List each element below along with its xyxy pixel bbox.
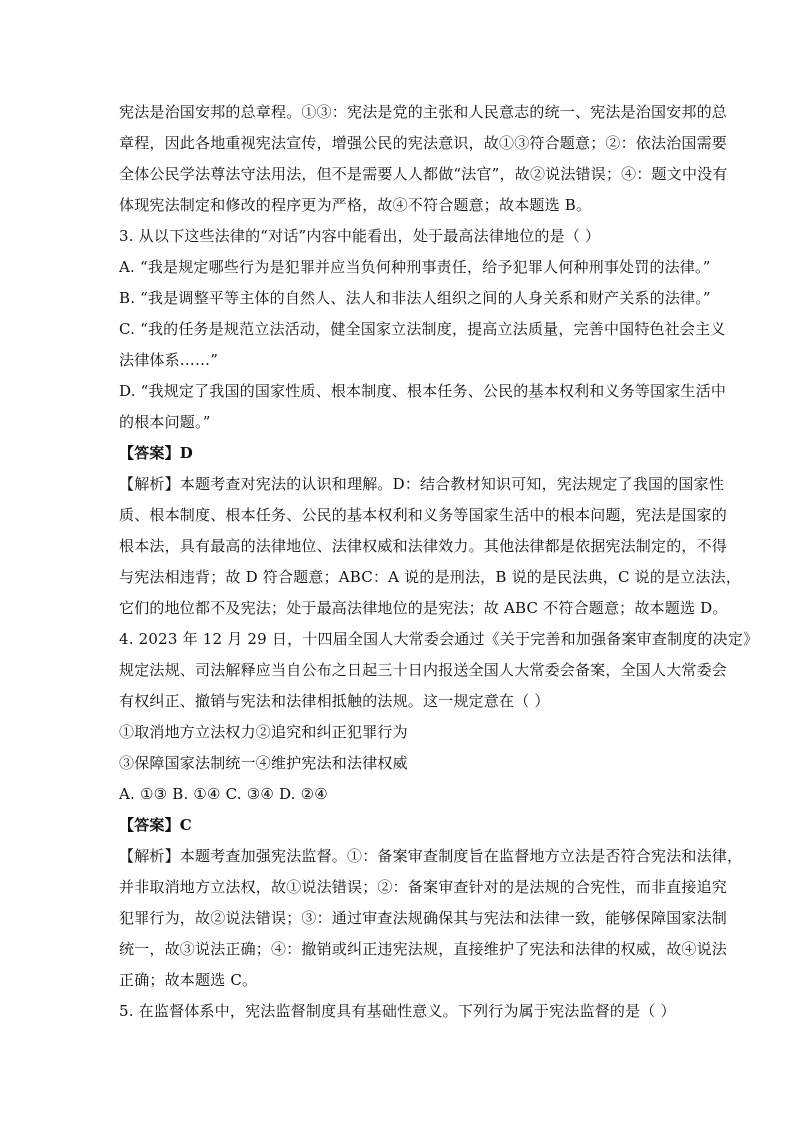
text-line: 根本法，具有最高的法律地位、法律权威和法律效力。其他法律都是依据宪法制定的，不得 xyxy=(119,537,728,555)
analysis-4: 【解析】本题考查加强宪法监督。①：备案审查制度旨在监督地方立法是否符合宪法和法律， xyxy=(119,847,743,865)
text-line: 有权纠正、撤销与宪法和法律相抵触的法规。这一规定意在（ ） xyxy=(119,692,550,710)
option-d: D. “我规定了我国的国家性质、根本制度、根本任务、公民的基本权利和义务等国家生活中 xyxy=(119,382,727,400)
option-d-cont: 的根本问题。” xyxy=(119,413,211,431)
text-line: 章程，因此各地重视宪法宣传，增强公民的宪法意识，故①③符合题意；②：依法治国需要 xyxy=(119,134,728,152)
option-c: C. “我的任务是规范立法活动，健全国家立法制度，提高立法质量，完善中国特色社会主义 xyxy=(119,320,726,338)
question-5-stem: 5. 在监督体系中，宪法监督制度具有基础性意义。下列行为属于宪法监督的是（ ） xyxy=(119,1002,676,1020)
text-line: 与宪法相违背；故 D 符合题意；ABC：A 说的是刑法，B 说的是民法典，C 说的是立法法， xyxy=(119,568,742,586)
text-line: 它们的地位都不及宪法；处于最高法律地位的是宪法；故 ABC 不符合题意；故本题选 D。 xyxy=(119,599,728,617)
options-line: A. ①③ B. ①④ C. ③④ D. ②④ xyxy=(119,785,328,803)
text-line: 全体公民学法尊法守法用法，但不是需要人人都做“法官”，故②说法错误；④：题文中没有 xyxy=(119,165,728,183)
text-line: 规定法规、司法解释应当自公布之日起三十日内报送全国人大常委会备案，全国人大常委会 xyxy=(119,661,728,679)
statement-line: ③保障国家法制统一④维护宪法和法律权威 xyxy=(119,754,408,772)
text-line: 体现宪法制定和修改的程序更为严格，故④不符合题意；故本题选 B。 xyxy=(119,196,592,214)
question-4-stem: 4. 2023 年 12 月 29 日，十四届全国人大常委会通过《关于完善和加强备案审查制度的决定》 xyxy=(119,630,759,648)
answer-4: 【答案】C xyxy=(119,816,192,834)
option-b: B. “我是调整平等主体的自然人、法人和非法人组织之间的人身关系和财产关系的法律。” xyxy=(119,289,711,307)
text-line: 并非取消地方立法权，故①说法错误；②：备案审查针对的是法规的合宪性，而非直接追究 xyxy=(119,878,728,896)
answer-3: 【答案】D xyxy=(119,444,194,462)
text-line: 宪法是治国安邦的总章程。①③：宪法是党的主张和人民意志的统一、宪法是治国安邦的总 xyxy=(119,103,728,121)
analysis-3: 【解析】本题考查对宪法的认识和理解。D：结合教材知识可知，宪法规定了我国的国家性 xyxy=(119,475,725,493)
option-a: A. “我是规定哪些行为是犯罪并应当负何种刑事责任，给予犯罪人何种刑事处罚的法律。” xyxy=(119,258,711,276)
text-line: 质、根本制度、根本任务、公民的基本权利和义务等国家生活中的根本问题，宪法是国家的 xyxy=(119,506,728,524)
text-line: 犯罪行为，故②说法错误；③：通过审查法规确保其与宪法和法律一致，能够保障国家法制 xyxy=(119,909,728,927)
question-3-stem: 3. 从以下这些法律的“对话”内容中能看出，处于最高法律地位的是（ ） xyxy=(119,227,601,245)
text-line: 统一，故③说法正确；④：撤销或纠正违宪法规，直接维护了宪法和法律的权威，故④说法 xyxy=(119,940,728,958)
text-line: 正确；故本题选 C。 xyxy=(119,971,258,989)
option-c-cont: 法律体系……” xyxy=(119,351,219,369)
statement-line: ①取消地方立法权力②追究和纠正犯罪行为 xyxy=(119,723,408,741)
